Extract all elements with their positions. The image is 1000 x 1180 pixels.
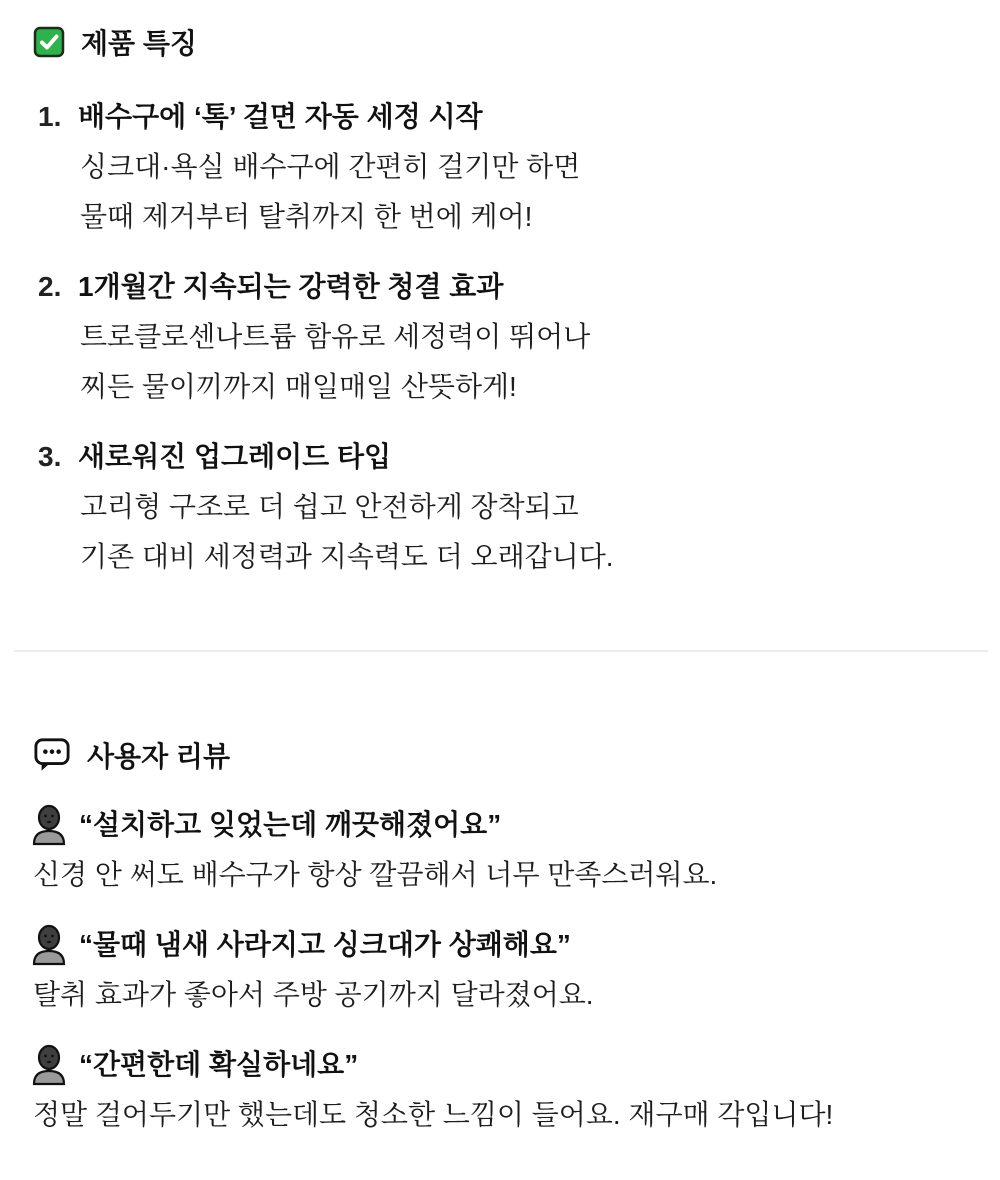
review-item (30, 800, 970, 900)
feature-number: 2. (38, 271, 62, 302)
features-heading-text: 제품 특징 (81, 28, 197, 59)
user-avatar-icon (30, 924, 68, 966)
feature-line: 찌든 물이끼까지 매일매일 산뜻하게! (80, 371, 517, 402)
feature-line: 기존 대비 세정력과 지속력도 더 오래갑니다. (80, 541, 614, 572)
review-quote: “설치하고 잊었는데 깨끗해졌어요” (79, 809, 502, 840)
reviews-heading-text: 사용자 리뷰 (87, 741, 231, 772)
section-divider (14, 650, 988, 652)
review-body: 신경 안 써도 배수구가 항상 깔끔해서 너무 만족스러워요. (33, 859, 718, 890)
feature-title: 배수구에 ‘톡’ 걸면 자동 세정 시작 (78, 101, 483, 132)
review-item (30, 920, 970, 1020)
user-avatar-icon (30, 804, 68, 846)
feature-line: 트로클로센나트륨 함유로 세정력이 뛰어나 (80, 321, 591, 352)
features-list (0, 92, 1000, 582)
review-quote: “간편한데 확실하네요” (79, 1049, 359, 1080)
feature-title: 새로워진 업그레이드 타입 (78, 441, 392, 472)
feature-line: 물때 제거부터 탈취까지 한 번에 케어! (80, 201, 533, 232)
feature-line: 고리형 구조로 더 쉽고 안전하게 장착되고 (80, 491, 579, 522)
user-avatar-icon (30, 1044, 68, 1086)
check-box-icon (33, 26, 65, 58)
feature-title: 1개월간 지속되는 강력한 청결 효과 (78, 271, 504, 302)
review-body: 정말 걸어두기만 했는데도 청소한 느낌이 들어요. 재구매 각입니다! (33, 1099, 834, 1130)
feature-number: 3. (38, 441, 62, 472)
reviews-list (0, 800, 1000, 1140)
feature-item (33, 92, 970, 242)
feature-number: 1. (38, 101, 62, 132)
feature-item (33, 432, 970, 582)
review-body: 탈취 효과가 좋아서 주방 공기까지 달라졌어요. (33, 979, 594, 1010)
feature-line: 싱크대·욕실 배수구에 간편히 걸기만 하면 (80, 151, 581, 182)
features-section-heading (0, 22, 1000, 62)
review-item (30, 1040, 970, 1140)
feature-item (33, 262, 970, 412)
review-quote: “물때 냄새 사라지고 싱크대가 상쾌해요” (79, 929, 571, 960)
speech-bubble-icon (33, 737, 71, 773)
reviews-section-heading (0, 735, 1000, 775)
